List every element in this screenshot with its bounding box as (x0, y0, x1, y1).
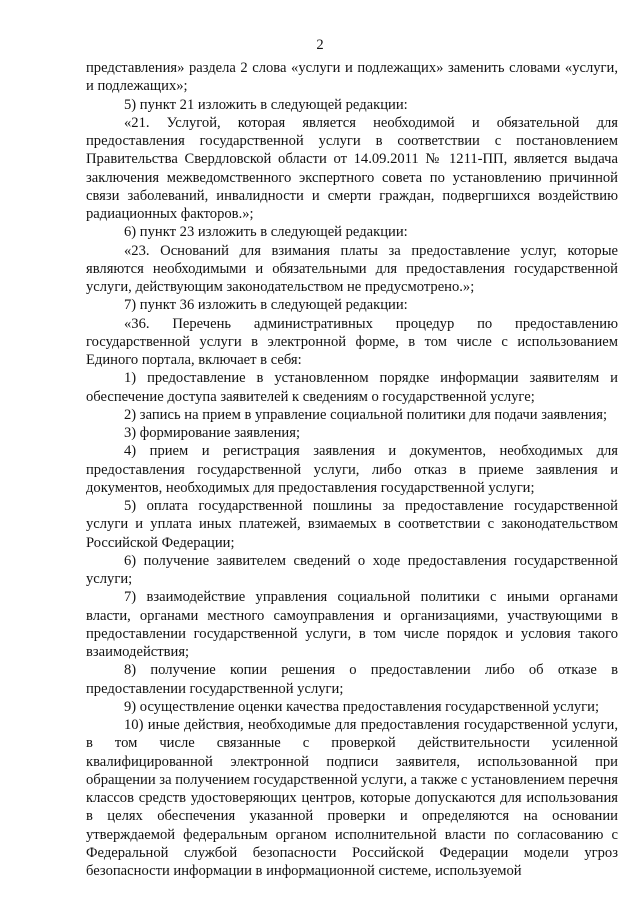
paragraph: «23. Оснований для взимания платы за предоставление услуг, которые являются необходимыми и обязательными для предоставления государственной услуги, действующим законодательством не предусмотрено.»; (86, 242, 618, 295)
list-item: 8) получение копии решения о предоставлении либо об отказе в предоставлении государственной услуги; (86, 662, 618, 697)
list-item: 5) оплата государственной пошлины за предоставление государственной услуги и уплата иных платежей, взимаемых в соответствии с законодательством Российской Федерации; (86, 498, 618, 551)
list-item: 4) прием и регистрация заявления и документов, необходимых для предоставления государственной услуги, либо отказ в приеме заявления и документов, необходимых для предоставления государственной услуги; (86, 443, 618, 496)
list-item: 3) формирование заявления; (124, 425, 300, 441)
paragraph: 6) пункт 23 изложить в следующей редакции: (124, 224, 408, 241)
list-item: 1) предоставление в установленном порядке информации заявителям и обеспечение доступа заявителей к сведениям о государственной услуге; (86, 370, 618, 405)
paragraph: представления» раздела 2 слова «услуги и подлежащих» заменить словами «услуги, и подлежащих»; (86, 60, 618, 95)
page-number: 2 (316, 37, 324, 53)
list-item: 6) получение заявителем сведений о ходе предоставления государственной услуги; (86, 552, 618, 587)
document-body (86, 59, 618, 880)
paragraph: 7) пункт 36 изложить в следующей редакции: (124, 297, 408, 314)
list-item: 7) взаимодействие управления социальной политики с иными органами власти, органами местного самоуправления и организациями, участвующими в предоставлении государственной услуги, в том числе порядок и условия такого взаимодействия; (86, 589, 618, 660)
list-item: 2) запись на прием в управление социальной политики для подачи заявления; (124, 406, 608, 423)
list-item: 10) иные действия, необходимые для предоставления государственной услуги, в том числе связанные с проверкой действительности усиленной квалифицированной электронной подписи заявителя, использованной при обращении за получением государственной услуги, а также с установлением перечня классов средств удостоверяющих центров, которые допускаются для использования в целях обеспечения указанной проверки и определяются на основании утверждаемой федеральным органом исполнительной власти по согласованию с Федеральной службой безопасности Российской Федерации модели угроз безопасности информации в информационной системе, используемой (86, 717, 618, 879)
paragraph: «36. Перечень административных процедур по предоставлению государственной услуги в электронной форме, в том числе с использованием Единого портала, включает в себя: (86, 315, 618, 368)
paragraph: «21. Услугой, которая является необходимой и обязательной для предоставления государственной услуги в соответствии с постановлением Правительства Свердловской области от 14.09.2011 № 1211-ПП, является выдача заключения межведомственного экспертного совета по установлению причинной связи заболеваний, инвалидности и смерти граждан, подвергшихся воздействию радиационных факторов.»; (86, 114, 618, 222)
paragraph: 5) пункт 21 изложить в следующей редакции: (124, 96, 408, 113)
list-item: 9) осуществление оценки качества предоставления государственной услуги; (124, 698, 600, 715)
